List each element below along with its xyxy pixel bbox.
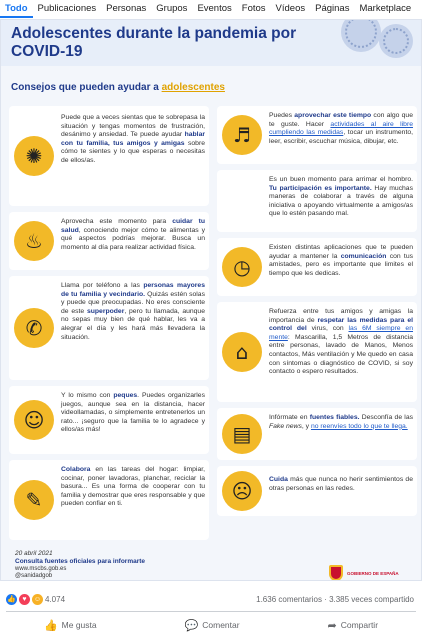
brain-icon: ✺ [14, 136, 54, 176]
tab-grupos[interactable]: Grupos [156, 3, 188, 14]
tip-card [217, 302, 417, 402]
phone-icon: ✆ [14, 308, 54, 348]
baby-icon: ☺ [14, 400, 54, 440]
tip-text: Cuida más que nunca no herir sentimientos de otras personas en las redes. [269, 476, 413, 492]
food-basket-icon: ♨ [14, 221, 54, 261]
tab-eventos[interactable]: Eventos [197, 3, 232, 14]
reactions-count: 4.074 [45, 595, 66, 604]
tip-card [9, 460, 209, 540]
tip-card [217, 238, 417, 296]
post-stats [0, 590, 422, 610]
tip-card [9, 386, 209, 454]
government-label: GOBIERNO DE ESPAÑA [347, 570, 399, 576]
tip-card [9, 276, 209, 380]
comment-button[interactable]: 💬 Comentar [184, 618, 240, 632]
shares-count[interactable]: 3.385 veces compartido [329, 595, 414, 604]
tip-text: Es un buen momento para arrimar el hombro. Tu participación es importante. Hay muchas maneras de colaborar a través de alguna iniciativa o apoyando virtualmente a amigos/as que lo estén pasando mal. [269, 176, 413, 218]
government-logo [329, 564, 411, 581]
tab-marketplace[interactable]: Marketplace [359, 3, 412, 14]
engagement-counts: 1.636 comentarios · 3.385 veces compartido [256, 595, 414, 604]
guitar-icon: ♬ [222, 115, 262, 155]
share-button[interactable]: ➦ Compartir [327, 618, 379, 632]
tab-paginas[interactable]: Páginas [315, 3, 350, 14]
tip-card [217, 408, 417, 460]
sad-face-icon: ☹ [222, 471, 262, 511]
tip-card [9, 106, 209, 206]
like-button[interactable]: 👍 Me gusta [43, 618, 97, 632]
tip-card [217, 170, 417, 232]
post-image[interactable] [0, 19, 422, 581]
comments-count[interactable]: 1.636 comentarios [256, 595, 322, 604]
poster-banner [1, 20, 422, 66]
news-icon: ▤ [222, 414, 262, 454]
thumbs-up-icon: 👍 [43, 618, 58, 632]
tip-text: Existen distintas aplicaciones que te pueden ayudar a mantener la comunicación con tus amistades, pero es importante que limites el tiempo que les dedicas. [269, 244, 413, 277]
tip-card [217, 466, 417, 516]
poster-date: 20 abril 2021 [15, 550, 53, 557]
reactions-summary[interactable] [6, 594, 65, 605]
coat-of-arms-icon [329, 565, 343, 581]
clock-icon: ◷ [222, 247, 262, 287]
house-icon: ⌂ [222, 332, 262, 372]
tab-videos[interactable]: Vídeos [275, 3, 306, 14]
poster-handle: @sanidadgob [15, 573, 53, 579]
tip-text: Puede que a veces sientas que te sobrepasa la situación y tengas momentos de frustración, desánimo y ansiedad. Te puede ayudar hablar con tu familia, tus amigos y amigas sobre cómo te sientes y lo que esperas o necesitas de ellos/as. [61, 114, 206, 164]
like-reaction-icon: 👍 [7, 596, 16, 603]
tip-text: Colabora en las tareas del hogar: limpiar, cocinar, poner lavadoras, planchar, reciclar la basura... Es una forma de cooperar con tu familia y demostrar que eres responsable y que pueden confiar en ti. [61, 466, 205, 508]
broom-icon: ✎ [14, 480, 54, 520]
comment-icon: 💬 [184, 618, 199, 632]
tab-fotos[interactable]: Fotos [241, 3, 266, 14]
tip-card [217, 106, 417, 164]
care-reaction-icon: ☺ [33, 596, 42, 603]
tip-text: Puedes aprovechar este tiempo con algo que te guste. Hacer actividades al aire libre cumpliendo las medidas, tocar un instrumento, leer, escribir, escuchar música, dibujar, etc. [269, 112, 414, 145]
tab-personas[interactable]: Personas [106, 3, 147, 14]
tab-todo[interactable]: Todo [0, 0, 33, 18]
share-icon: ➦ [327, 618, 337, 632]
virus-icon [379, 24, 413, 58]
tip-text: Aprovecha este momento para cuidar tu salud, conociendo mejor cómo te alimentas y qué aspectos podrías mejorar. Busca un momento al día para realizar actividad física. [61, 218, 205, 251]
tip-text: Refuerza entre tus amigos y amigas la importancia de respetar las medidas para el control del virus, con las 6M siempre en mente: Mascarilla, 1,5 Metros de distancia entre personas, lavado de Manos, Menos contactos, Más ventilación y Me quedo en casa con síntomas o diagnóstico de COVID, si soy contacto o espero resultados. [269, 308, 413, 376]
poster-title: Adolescentes durante la pandemia por COVID-19 [11, 25, 297, 60]
divider [6, 611, 416, 612]
tip-text: Y lo mismo con peques. Puedes organizarles juegos, aunque sea en la distancia, hacer videollamadas, o simplemente entretenerlos un rato... ¡seguro que la familia te lo agradece y ellos/as más! [61, 392, 205, 434]
love-reaction-icon: ♥ [19, 594, 30, 605]
post-actions [0, 614, 422, 636]
search-filter-tabs [0, 0, 422, 18]
tip-card [9, 212, 209, 270]
poster-source-note: Consulta fuentes oficiales para informarte [15, 558, 146, 565]
tip-text: Infórmate en fuentes fiables. Desconfía de las Fake news, y no reenvíes todo lo que te llega. [269, 414, 413, 430]
tip-text: Llama por teléfono a las personas mayores de tu familia y vecindario. Quizás estén solas y puede que preocupadas. No eres consciente de este superpoder, pero tu llamada, aunque no sepas muy bien de qué hablar, les va a alegrar el día y les hará más llevadera la situación. [61, 282, 205, 341]
virus-icon [341, 19, 381, 52]
tab-publicaciones[interactable]: Publicaciones [37, 3, 97, 14]
poster-subtitle: Consejos que pueden ayudar a adolescentes [11, 82, 225, 93]
poster-url: www.mscbs.gob.es [15, 566, 67, 572]
